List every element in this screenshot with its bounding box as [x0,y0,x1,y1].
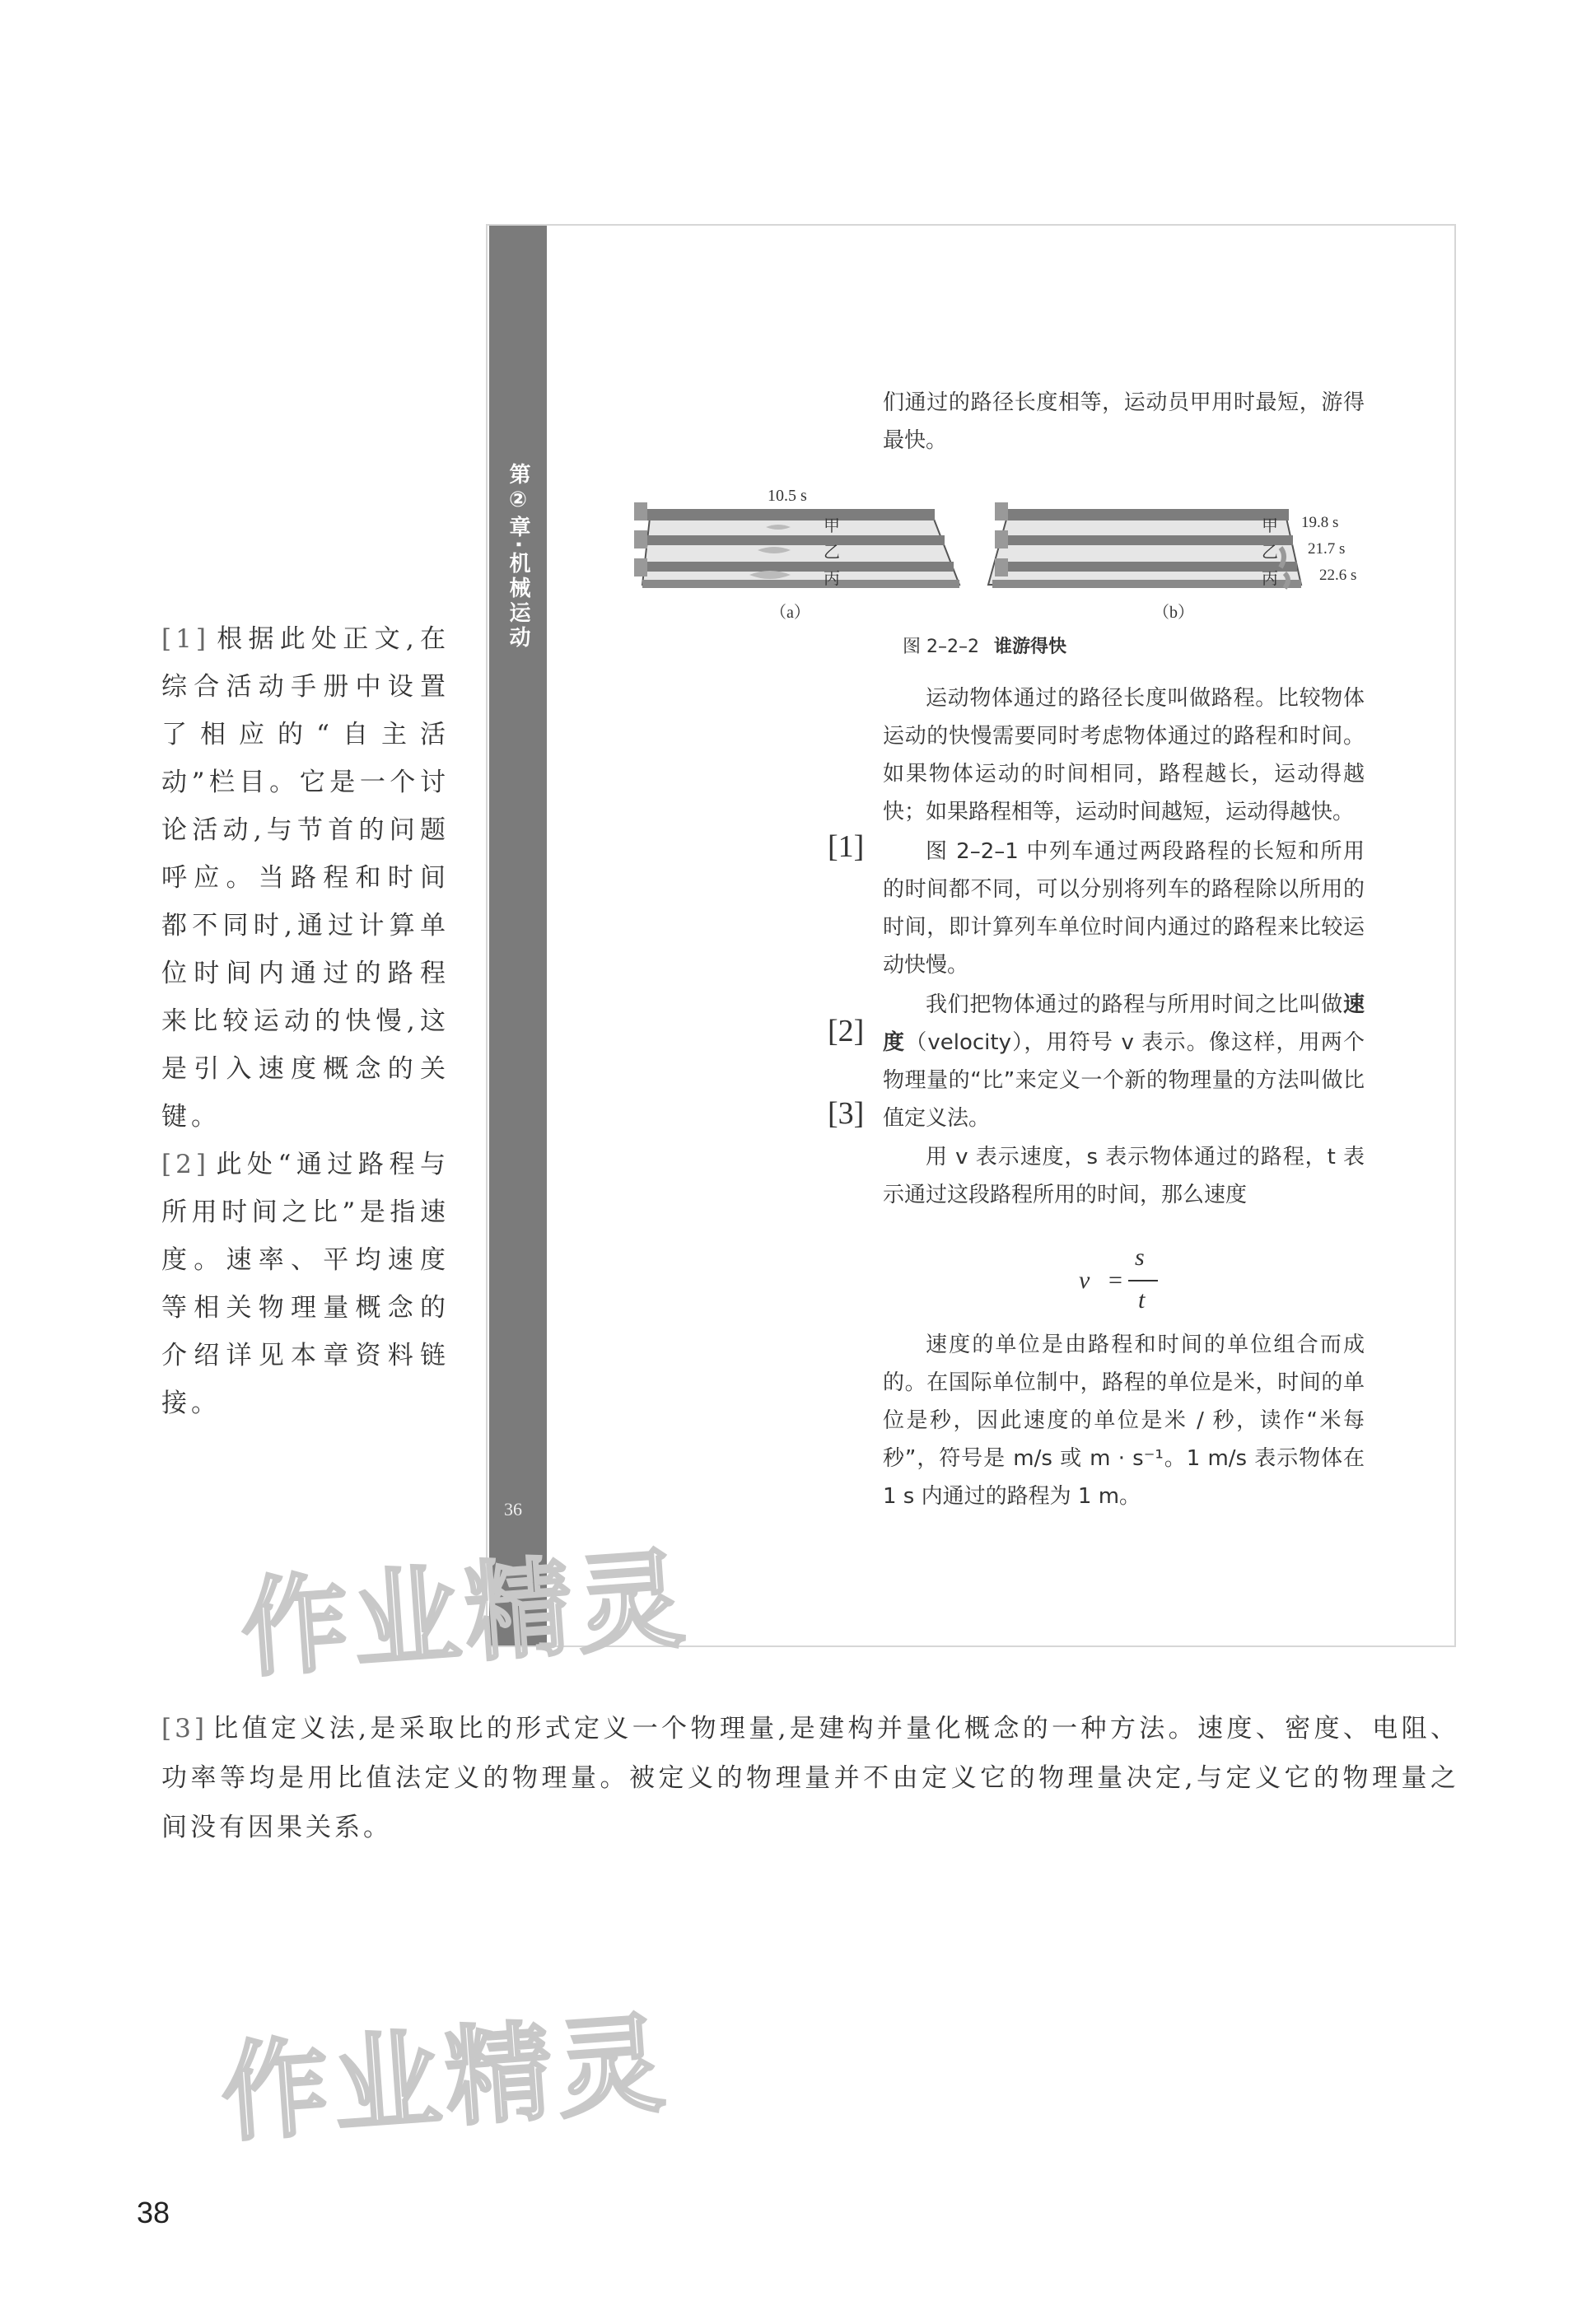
paragraph-5: 速度的单位是由路程和时间的单位组合而成的。在国际单位制中，路程的单位是米，时间的单位是秒，因此速度的单位是米 / 秒，读作“米每秒”，符号是 m/s 或 m · s⁻¹。1 m/s 表示物体在 1 s 内通过的路程为 1 m。 [883,1333,1365,1509]
annotation-3 [161,1704,1459,1852]
formula-equals: = [1108,1267,1122,1294]
annotation-2-text: 此处“通过路程与所用时间之比”是指速度。速率、平均速度等相关物理量概念的介绍详见本章资料链接。 [161,1150,450,1418]
pool-b-lane-3: 丙 [1262,568,1278,588]
bracket-marker-3: [3] [828,1096,865,1131]
annotation-1-tag: [1] [161,624,210,654]
bracket-marker-1: [1] [828,829,865,864]
figure-caption-title: 谁游得快 [994,637,1067,657]
pool-a-label: （a） [770,604,810,622]
formula-lhs: v [1079,1267,1090,1294]
paragraph-3-lead: 我们把物体通过的路程与所用时间之比叫做 [926,992,1343,1017]
chapter-title: 第②章·机械运动 [506,463,530,651]
annotation-3-text: 比值定义法,是采取比的形式定义一个物理量,是建构并量化概念的一种方法。速度、密度、电阻、功率等均是用比值法定义的物理量。被定义的物理量并不由定义它的物理量决定,与定义它的物理量之间没有因果关系。 [161,1714,1459,1842]
fraction-bar [1128,1280,1158,1281]
figure-caption-number: 图 2–2–2 [903,637,979,657]
watermark-logo: 作业精灵 [237,1536,693,1692]
pool-b-label: （b） [1153,604,1194,622]
annotation-1-text: 根据此处正文,在综合活动手册中设置了相应的“自主活动”栏目。它是一个讨论活动,与节首的问题呼应。当路程和时间都不同时,通过计算单位时间内通过的路程来比较运动的快慢,这是引入速度概念的关键。 [161,624,450,1132]
formula-numerator: s [1135,1244,1145,1271]
paragraph-0: 们通过的路径长度相等，运动员甲用时最短，游得最快。 [883,390,1365,453]
annotation-2 [161,1141,450,1427]
paragraph-4: 用 v 表示速度，s 表示物体通过的路程，t 表示通过这段路程所用的时间，那么速度 [883,1145,1365,1207]
annotation-2-tag: [2] [161,1150,210,1179]
inner-page-number: 36 [504,1499,522,1519]
figure-caption [903,633,1066,658]
bracket-marker-2: [2] [828,1014,865,1048]
pool-a [634,502,959,588]
pool-a-lane-3: 丙 [824,568,840,588]
annotation-3-tag: [3] [161,1714,208,1744]
term-velocity: 速度 [883,992,1365,1055]
paragraph-1: 运动物体通过的路径长度叫做路程。比较物体运动的快慢需要同时考虑物体通过的路程和时间。如果物体运动的时间相同，路程越长，运动得越快；如果路程相等，运动时间越短，运动得越快。 [883,686,1365,824]
paragraph-2: 图 2–2–1 中列车通过两段路程的长短和所用的时间都不同，可以分别将列车的路程除以所用的时间，即计算列车单位时间内通过的路程来比较运动快慢。 [883,839,1365,978]
pool-b [988,502,1301,588]
pool-b-time-1: 19.8 s [1301,514,1339,531]
pool-a-time: 10.5 s [768,487,807,505]
chapter-sidebar [489,226,547,1645]
pool-b-time-2: 21.7 s [1308,540,1346,558]
page-number: 38 [137,2196,170,2229]
pool-a-lane-2: 乙 [824,542,840,562]
pool-b-time-3: 22.6 s [1319,567,1357,584]
annotation-1 [161,615,450,1141]
paragraph-3 [883,986,1365,1137]
paragraph-3-rest: （velocity），用符号 v 表示。像这样，用两个物理量的“比”来定义一个新的物理量的方法叫做比值定义法。 [883,1030,1365,1131]
pool-b-lane-2: 乙 [1262,542,1278,562]
velocity-formula [1079,1244,1194,1318]
formula-denominator: t [1138,1286,1146,1314]
watermark-logo: 作业精灵 [217,2000,674,2157]
pool-a-lane-1: 甲 [824,516,840,535]
pool-b-lane-1: 甲 [1262,516,1278,535]
